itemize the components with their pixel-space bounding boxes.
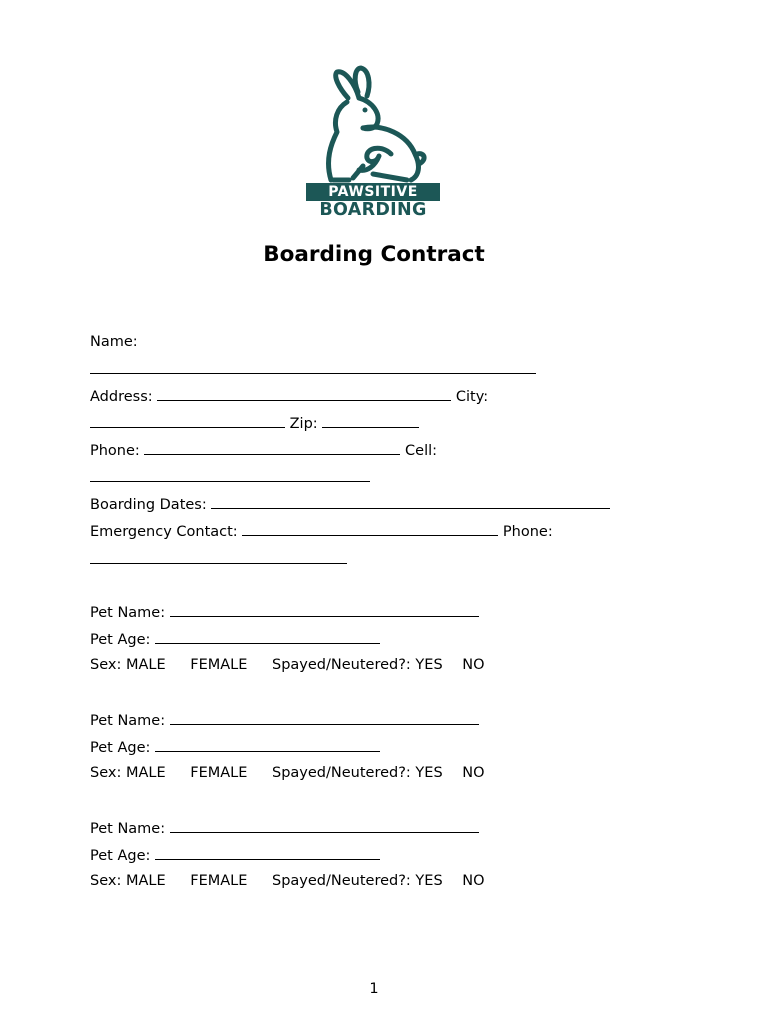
page-title: Boarding Contract bbox=[263, 242, 485, 267]
spayed-no-option[interactable]: NO bbox=[462, 873, 485, 889]
pet-name-field[interactable] bbox=[170, 601, 479, 617]
sex-female-option[interactable]: FEMALE bbox=[190, 873, 248, 889]
spayed-yes-option[interactable]: Spayed/Neutered?: YES bbox=[272, 873, 443, 889]
emergency-phone-row bbox=[90, 548, 347, 570]
name-field-row bbox=[90, 332, 138, 352]
pet-age-field[interactable] bbox=[155, 736, 380, 752]
sex-male-option[interactable]: Sex: MALE bbox=[90, 765, 166, 781]
logo-text-pawsitive: PAWSITIVE bbox=[306, 183, 440, 201]
name-field-line-row bbox=[90, 358, 536, 380]
rabbit-icon bbox=[303, 62, 443, 187]
pet-name-label: Pet Name: bbox=[90, 713, 166, 729]
pet-age-label: Pet Age: bbox=[90, 848, 151, 864]
pet-sex-row bbox=[90, 763, 485, 783]
city-zip-row bbox=[90, 412, 419, 434]
name-label: Name: bbox=[90, 334, 138, 350]
emergency-contact-label: Emergency Contact: bbox=[90, 524, 238, 540]
pet-name-field[interactable] bbox=[170, 817, 479, 833]
phone-row bbox=[90, 439, 437, 461]
pet-age-row bbox=[90, 628, 380, 650]
pet-sex-row bbox=[90, 655, 485, 675]
pet-name-row bbox=[90, 709, 479, 731]
cell-field-row bbox=[90, 466, 370, 488]
pet-age-label: Pet Age: bbox=[90, 632, 151, 648]
phone-field[interactable] bbox=[144, 439, 400, 455]
spayed-yes-option[interactable]: Spayed/Neutered?: YES bbox=[272, 765, 443, 781]
spayed-no-option[interactable]: NO bbox=[462, 657, 485, 673]
pet-name-field[interactable] bbox=[170, 709, 479, 725]
page-number: 1 bbox=[369, 981, 379, 997]
pet-name-row bbox=[90, 601, 479, 623]
pet-age-field[interactable] bbox=[155, 628, 380, 644]
pet-age-row bbox=[90, 844, 380, 866]
pet-name-label: Pet Name: bbox=[90, 821, 166, 837]
name-field[interactable] bbox=[90, 358, 536, 374]
cell-field[interactable] bbox=[90, 466, 370, 482]
sex-female-option[interactable]: FEMALE bbox=[190, 657, 248, 673]
city-label: City: bbox=[455, 389, 489, 405]
brand-logo bbox=[303, 62, 443, 222]
pet-name-label: Pet Name: bbox=[90, 605, 166, 621]
sex-female-option[interactable]: FEMALE bbox=[190, 765, 248, 781]
sex-male-option[interactable]: Sex: MALE bbox=[90, 657, 166, 673]
zip-field[interactable] bbox=[322, 412, 419, 428]
pet-age-row bbox=[90, 736, 380, 758]
emergency-phone-label: Phone: bbox=[502, 524, 553, 540]
pet-age-label: Pet Age: bbox=[90, 740, 151, 756]
city-field[interactable] bbox=[90, 412, 285, 428]
zip-label: Zip: bbox=[289, 416, 318, 432]
boarding-dates-label: Boarding Dates: bbox=[90, 497, 207, 513]
spayed-no-option[interactable]: NO bbox=[462, 765, 485, 781]
boarding-dates-field[interactable] bbox=[211, 493, 610, 509]
spayed-yes-option[interactable]: Spayed/Neutered?: YES bbox=[272, 657, 443, 673]
address-field[interactable] bbox=[157, 385, 451, 401]
boarding-dates-row bbox=[90, 493, 610, 515]
address-label: Address: bbox=[90, 389, 153, 405]
phone-label: Phone: bbox=[90, 443, 140, 459]
emergency-phone-field[interactable] bbox=[90, 548, 347, 564]
cell-label: Cell: bbox=[405, 443, 438, 459]
pet-name-row bbox=[90, 817, 479, 839]
logo-text-boarding: BOARDING bbox=[319, 200, 427, 220]
emergency-contact-field[interactable] bbox=[242, 520, 498, 536]
emergency-contact-row bbox=[90, 520, 553, 542]
pet-age-field[interactable] bbox=[155, 844, 380, 860]
address-row bbox=[90, 385, 488, 407]
pet-sex-row bbox=[90, 871, 485, 891]
sex-male-option[interactable]: Sex: MALE bbox=[90, 873, 166, 889]
